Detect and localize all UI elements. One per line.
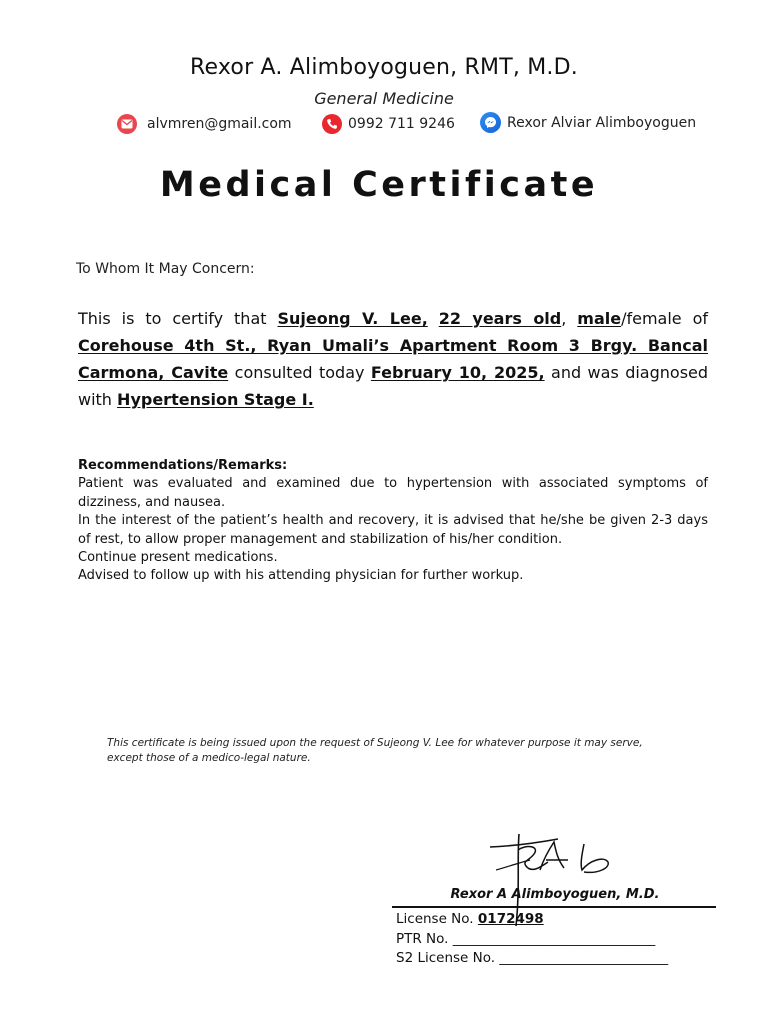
s2-blank: _________________________ xyxy=(499,950,669,966)
ptr-label: PTR No. xyxy=(396,930,449,947)
remark-line: Patient was evaluated and examined due to hypertension with associated symptoms of dizziness, and nausea. xyxy=(78,476,708,510)
remark-line: Continue present medications. xyxy=(78,550,278,566)
doctor-name: Rexor A. Alimboyoguen, RMT, M.D. xyxy=(190,55,578,80)
contact-messenger[interactable] xyxy=(480,112,696,133)
s2-label: S2 License No. xyxy=(396,950,496,966)
consult-date: February 10, 2025, xyxy=(370,363,545,382)
phone-icon xyxy=(322,114,342,134)
patient-age: 22 years old xyxy=(438,309,562,328)
ptr-blank: ______________________________ xyxy=(452,930,656,947)
contact-phone[interactable] xyxy=(322,114,455,134)
remark-line: Advised to follow up with his attending physician for further workup. xyxy=(78,568,524,584)
diagnosis: Hypertension Stage I. xyxy=(117,390,314,409)
salutation: To Whom It May Concern: xyxy=(76,261,255,277)
email-icon xyxy=(117,114,137,134)
signatory-name: Rexor A Alimboyoguen, M.D. xyxy=(450,887,660,902)
license-row xyxy=(396,910,668,930)
document-title: Medical Certificate xyxy=(159,165,599,205)
contact-row xyxy=(0,114,768,136)
patient-address: Corehouse 4th St., Ryan Umali’s Apartment Room 3 Brgy. Bancal Carmona, Cavite xyxy=(78,336,708,382)
certify-text-1: This is to certify that xyxy=(78,309,267,328)
certification-paragraph: This is to certify that Sujeong V. Lee, 22 years old, male/female of Corehouse 4th St., Ryan Umali’s Apartment Room 3 Brgy. Bancal Carmona, Cavite consulted today February 10, 2025, and was diagnosed with Hypertension Stage I. xyxy=(78,309,709,409)
remarks-heading: Recommendations/Remarks: xyxy=(78,458,288,473)
certify-text-2: consulted today xyxy=(234,363,365,382)
patient-name: Sujeong V. Lee, xyxy=(277,309,428,328)
signature-line xyxy=(392,906,716,908)
messenger-icon xyxy=(480,112,501,133)
s2-row xyxy=(396,949,668,969)
remarks-section xyxy=(78,457,708,586)
contact-email[interactable] xyxy=(117,114,292,134)
messenger-text: Rexor Alviar Alimboyoguen xyxy=(507,114,697,131)
certify-text-3: and was diagnosed with xyxy=(78,363,709,409)
specialty: General Medicine xyxy=(314,89,454,108)
credentials xyxy=(396,910,668,969)
license-label: License No. xyxy=(396,911,474,927)
license-value: 0172498 xyxy=(477,911,544,927)
remark-line: In the interest of the patient’s health and recovery, it is advised that he/she be given 2-3 days of rest, to allow proper management and stabilization of his/her condition. xyxy=(78,513,708,547)
email-text: alvmren@gmail.com xyxy=(147,116,292,132)
ptr-row xyxy=(396,930,668,950)
sex-selected: male xyxy=(577,309,622,328)
request-note: This certificate is being issued upon the request of Sujeong V. Lee for whatever purpose it may serve, except those of a medico-legal nature. xyxy=(107,737,643,764)
sex-rest: /female of xyxy=(621,309,708,328)
phone-text: 0992 711 9246 xyxy=(348,116,455,132)
